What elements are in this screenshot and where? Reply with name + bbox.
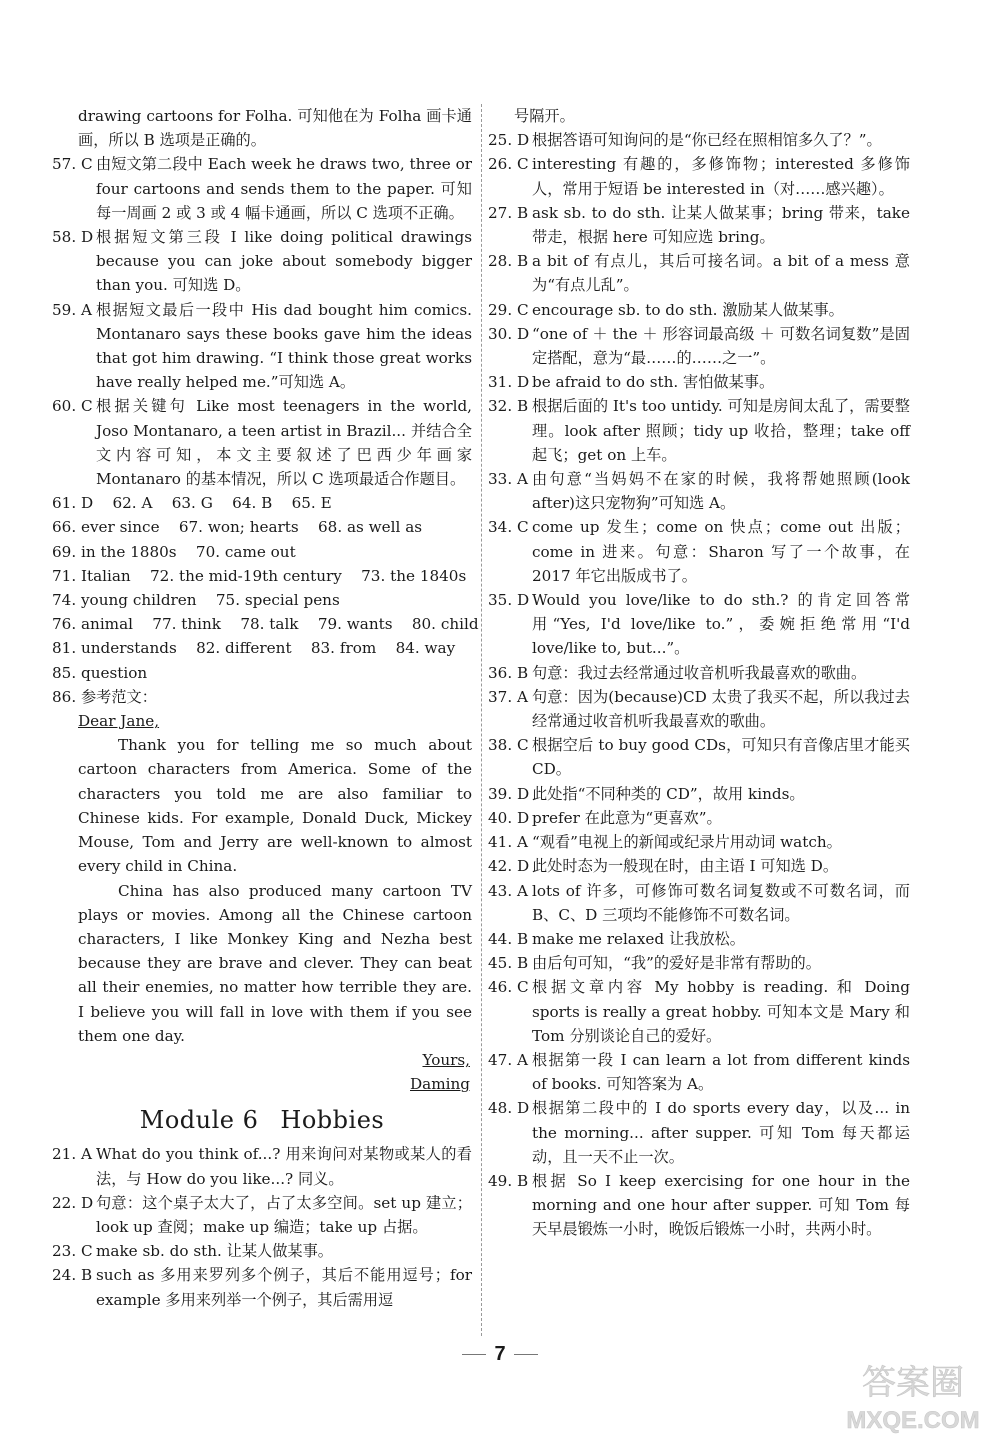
answer-number: 29. C [488, 300, 529, 319]
answer-item [488, 879, 910, 927]
answer-explanation: 根据第二段中的 I do sports every day，以及... in the morning... after supper. 可知 Tom 每天都运动，且一天不止一次。 [532, 1099, 910, 1166]
answer-explanation: lots of 许多，可修饰可数名词复数或不可数名词，而 B、C、D 三项均不能修饰不可数名词。 [532, 881, 910, 924]
answer-explanation: prefer 在此意为“更喜欢”。 [532, 808, 722, 827]
answer-item [488, 201, 910, 249]
answer-explanation: 根据短文第三段 I like doing political drawings because you can joke about somebody bigger than you. 可知选 D。 [96, 228, 472, 295]
answer-item [488, 806, 910, 830]
answer-item [52, 1191, 472, 1239]
column-divider [481, 104, 482, 1336]
answer-number: 41. A [488, 833, 528, 852]
short-answer-line: 76. animal 77. think 78. talk 79. wants 80. child [52, 615, 479, 634]
answer-item [52, 394, 472, 491]
answer-item [488, 370, 910, 394]
answer-number: 32. B [488, 397, 529, 416]
watermark-url: MXQE.COM [846, 1407, 980, 1434]
module-heading [52, 1102, 472, 1138]
answer-explanation: “one of ＋ the ＋ 形容词最高级 ＋ 可数名词复数”是固定搭配，意为“最……的……之一”。 [532, 324, 910, 368]
answer-item [488, 249, 910, 297]
short-answer-line: 85. question [52, 663, 148, 682]
answer-number: 58. D [52, 228, 94, 247]
short-answer-line: 69. in the 1880s 70. came out [52, 542, 296, 561]
answer-number: 35. D [488, 591, 530, 610]
answer-number: 31. D [488, 373, 530, 392]
answer-explanation: 根据答语可知询问的是“你已经在照相馆多久了？”。 [532, 131, 882, 150]
answer-explanation: 根据空后 to buy good CDs，可知只有音像店里才能买 CD。 [532, 736, 910, 779]
answer-item [52, 298, 472, 395]
answer-number: 28. B [488, 252, 529, 271]
answer-explanation: 根据文章内容 My hobby is reading. 和 Doing sports is really a great hobby. 可知本文是 Mary 和 Tom 分别谈论自己的爱好。 [532, 978, 910, 1045]
answer-explanation: ask sb. to do sth. 让某人做某事；bring 带来，take 带走，根据 here 可知应选 bring。 [532, 203, 910, 247]
answer-item [488, 322, 910, 370]
answer-explanation: 由短文第二段中 Each week he draws two, three or four cartoons and sends them to the paper. 可知每一周画 2 或 3 或 4 幅卡通画，所以 C 选项不正确。 [96, 155, 472, 222]
page-number: 7 [0, 1343, 1000, 1366]
answer-item [488, 782, 910, 806]
short-answer-line: 71. Italian 72. the mid-19th century 73. the 1840s [52, 566, 467, 585]
left-column [52, 104, 479, 1312]
answer-explanation: 句意：因为(because)CD 太贵了我买不起，所以我过去经常通过收音机听我最喜欢的歌曲。 [532, 687, 910, 731]
answer-explanation: interesting 有趣的，多修饰物；interested 多修饰人，常用于短语 be interested in（对……感兴趣）。 [532, 155, 910, 198]
answer-explanation: 由句意“当妈妈不在家的时候，我将帮她照顾(look after)这只宠物狗”可知选 A。 [532, 470, 910, 513]
answer-number: 34. C [488, 518, 529, 537]
answer-number: 33. A [488, 470, 528, 489]
answer-number: 24. B [52, 1266, 93, 1285]
answer-explanation: 根据短文最后一段中 His dad bought him comics. Montanaro says these books gave him the ideas that got him drawing. “I think those great works have really helped me.”可知选 A。 [96, 300, 472, 392]
answer-explanation: 此处指“不同种类的 CD”，故用 kinds。 [532, 784, 805, 803]
answer-item [488, 1096, 910, 1169]
answer-number: 40. D [488, 808, 530, 827]
answer-number: 49. B [488, 1171, 529, 1190]
answer-explanation: 根据关键句 Like most teenagers in the world, Joso Montanaro, a teen artist in Brazil... 并结合全文内容可知，本文主要叙述了巴西少年画家 Montanaro 的基本情况，所以 C 选项最适合作题目。 [96, 397, 472, 489]
answer-item [488, 830, 910, 854]
answer-number: 38. C [488, 736, 529, 755]
answer-number: 27. B [488, 203, 529, 222]
answer-number: 22. D [52, 1193, 94, 1212]
answer-number: 25. D [488, 131, 530, 150]
right-answer-list [488, 104, 910, 1242]
answer-explanation: 根据后面的 It's too untidy. 可知是房间太乱了，需要整理。look after 照顾；tidy up 收拾，整理；take off 起飞；get on 上车。 [532, 397, 910, 464]
answer-item [488, 975, 910, 1048]
answer-item [52, 1263, 472, 1311]
answer-number: 26. C [488, 155, 529, 174]
answer-explanation: make me relaxed 让我放松。 [532, 929, 745, 948]
answer-item [488, 467, 910, 515]
answer-item [488, 854, 910, 878]
answer-item [488, 733, 910, 781]
answer-number: 39. D [488, 784, 530, 803]
answer-item [488, 685, 910, 733]
module-number: Module 6 [139, 1106, 259, 1135]
answer-explanation: encourage sb. to do sth. 激励某人做某事。 [532, 300, 844, 319]
short-answer-line: 81. understands 82. different 83. from 84. way [52, 639, 456, 658]
answer-item [488, 951, 910, 975]
answer-explanation: 根据 So I keep exercising for one hour in the morning and one hour after supper. 可知 Tom 每天早晨锻炼一小时，晚饭后锻炼一小时，共两小时。 [532, 1171, 910, 1239]
answer-number: 42. D [488, 857, 530, 876]
answer-item [488, 128, 910, 152]
letter-salutation: Dear Jane, [78, 712, 160, 731]
short-answer-line: 86. 参考范文： [52, 687, 157, 706]
right-column [488, 104, 910, 1242]
answer-explanation: come up 发生；come on 快点；come out 出版；come in 进来。句意：Sharon 写了一个故事，在 2017 年它出版成书了。 [532, 518, 910, 585]
short-answer-list [52, 491, 479, 709]
watermark-logo [838, 1354, 988, 1436]
continued-text: 号隔开。 [514, 107, 575, 125]
answer-number: 59. A [52, 300, 92, 319]
answer-item [52, 1239, 472, 1263]
answer-item [488, 298, 910, 322]
left-answer-list [52, 104, 472, 491]
answer-explanation: 此处时态为一般现在时，由主语 I 可知选 D。 [532, 857, 839, 876]
letter-paragraph: Thank you for telling me so much about cartoon characters from America. Some of the characters you told me are also familiar to Chinese kids. For example, Donald Duck, Mickey Mouse, Tom and Jerry are well-known to almost every child in China. [78, 736, 472, 876]
answer-number: 45. B [488, 954, 529, 973]
answer-number: 47. A [488, 1050, 528, 1069]
answer-item [52, 1142, 472, 1190]
answer-explanation: a bit of 有点儿，其后可接名词。a bit of a mess 意为“有点儿乱”。 [532, 252, 910, 295]
answer-explanation: 句意：这个桌子太大了，占了太多空间。set up 建立；look up 查阅；make up 编造；take up 占据。 [96, 1193, 472, 1236]
short-answer-line: 66. ever since 67. won; hearts 68. as well as [52, 518, 423, 537]
answer-number: 43. A [488, 881, 528, 900]
letter-signature: Daming [410, 1075, 470, 1094]
answer-item [488, 927, 910, 951]
letter-closing: Yours, [422, 1050, 470, 1069]
answer-item [488, 1169, 910, 1242]
answer-number: 44. B [488, 929, 529, 948]
answer-explanation: be afraid to do sth. 害怕做某事。 [532, 373, 775, 392]
answer-explanation: 由后句可知，“我”的爱好是非常有帮助的。 [532, 954, 821, 973]
module-answer-list [52, 1142, 472, 1311]
answer-number: 23. C [52, 1242, 93, 1261]
letter-paragraph: China has also produced many cartoon TV plays or movies. Among all the Chinese cartoon characters, I like Monkey King and Nezha best because they are brave and clever. They can beat all their enemies, no matter how terrible they are. I believe you will fall in love with them if you see them one day. [78, 881, 472, 1045]
answer-item [488, 515, 910, 588]
answer-item [488, 588, 910, 661]
continued-text: drawing cartoons for Folha. 可知他在为 Folha 画卡通画，所以 B 选项是正确的。 [78, 107, 472, 150]
answer-explanation: What do you think of...? 用来询问对某物或某人的看法，与 How do you like...? 同义。 [96, 1145, 472, 1188]
answer-number: 48. D [488, 1099, 530, 1118]
answer-explanation: make sb. do sth. 让某人做某事。 [96, 1242, 333, 1261]
answer-item [52, 225, 472, 298]
answer-number: 57. C [52, 155, 93, 174]
answer-number: 30. D [488, 324, 530, 343]
answer-number: 21. A [52, 1145, 92, 1164]
answer-item [488, 1048, 910, 1096]
answer-number: 36. B [488, 663, 529, 682]
answer-item [52, 152, 472, 225]
module-topic: Hobbies [280, 1106, 385, 1135]
answer-item [488, 394, 910, 467]
answer-number: 60. C [52, 397, 93, 416]
answer-item [488, 661, 910, 685]
answer-number: 46. C [488, 978, 529, 997]
answer-explanation: 句意：我过去经常通过收音机听我最喜欢的歌曲。 [532, 663, 867, 682]
watermark-text: 答案圈 [862, 1363, 964, 1403]
answer-explanation: 根据第一段 I can learn a lot from different kinds of books. 可知答案为 A。 [532, 1050, 910, 1094]
answer-item [488, 152, 910, 200]
short-answer-line: 74. young children 75. special pens [52, 591, 340, 610]
answer-explanation: such as 多用来罗列多个例子，其后不能用逗号；for example 多用来列举一个例子，其后需用逗 [96, 1266, 472, 1309]
short-answer-line: 61. D 62. A 63. G 64. B 65. E [52, 494, 332, 513]
answer-number: 37. A [488, 687, 528, 706]
answer-explanation: “观看”电视上的新闻或纪录片用动词 watch。 [532, 833, 842, 852]
answer-explanation: Would you love/like to do sth.? 的肯定回答常用“Yes, I'd love/like to.”，委婉拒绝常用“I'd love/like to, but...”。 [532, 591, 910, 658]
